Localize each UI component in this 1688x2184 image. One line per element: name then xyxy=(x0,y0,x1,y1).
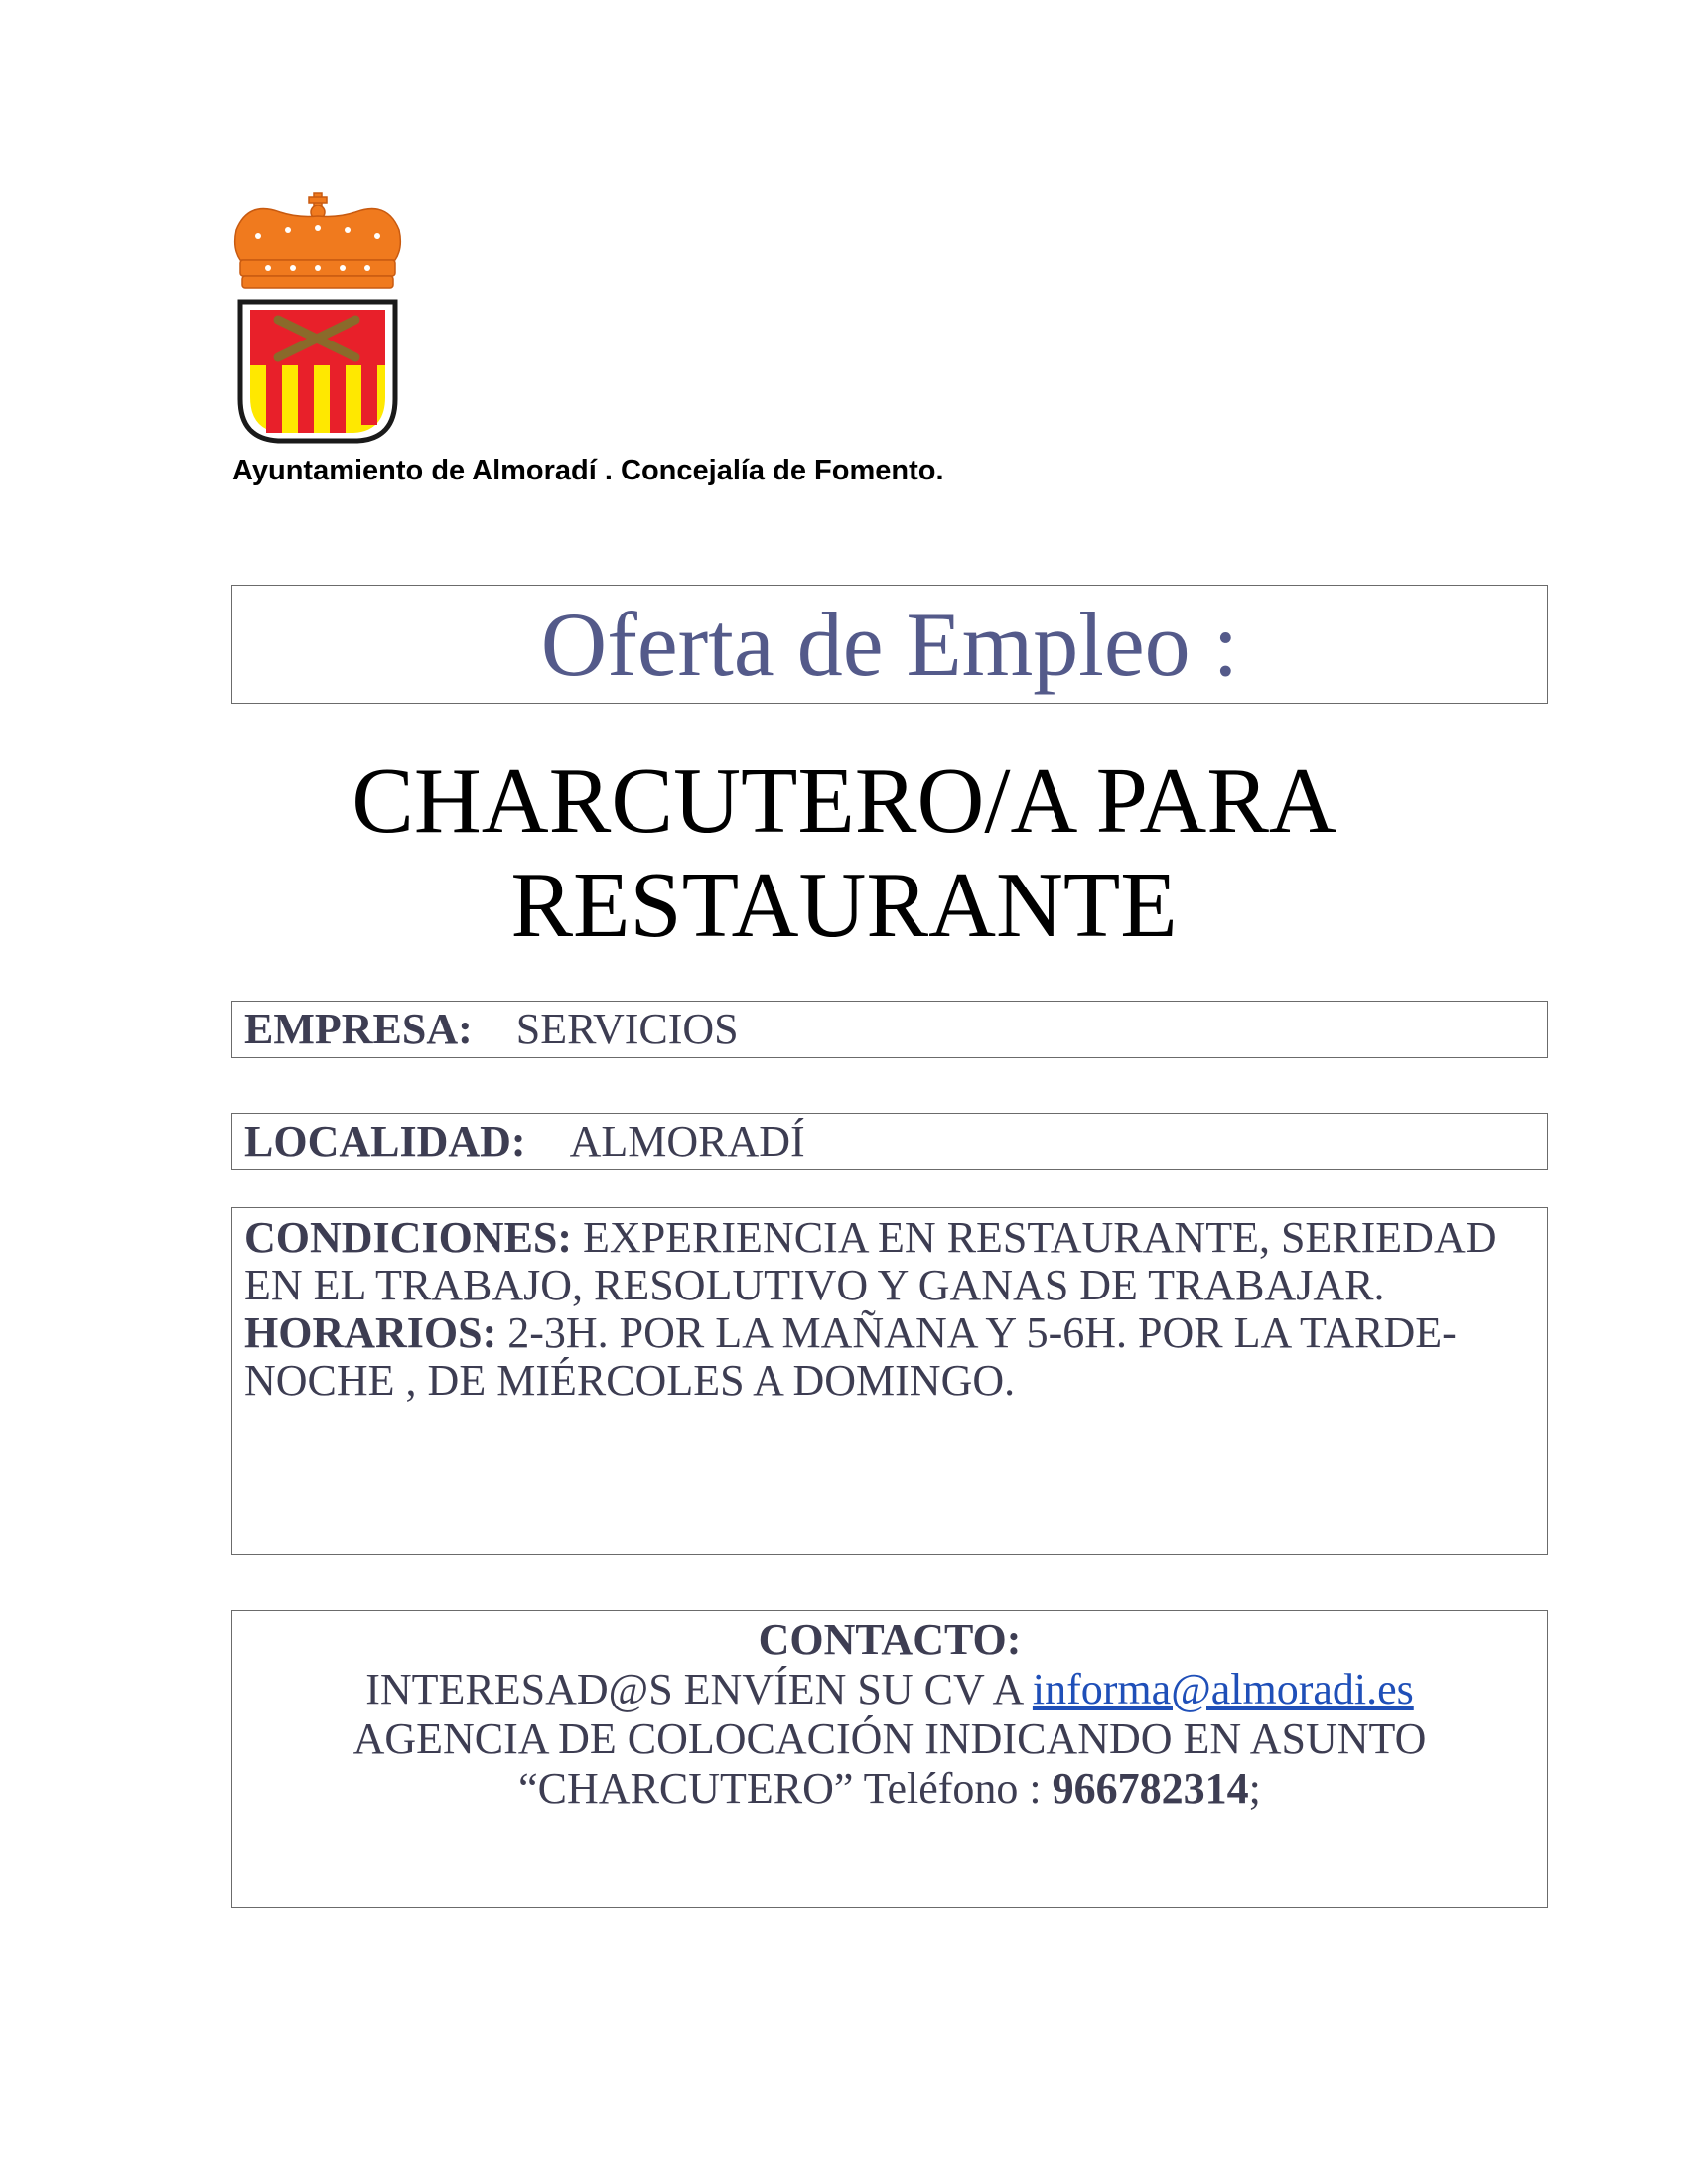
email-link[interactable]: informa@almoradi.es xyxy=(1032,1665,1414,1713)
conditions-box xyxy=(231,1207,1548,1555)
schedule-paragraph xyxy=(244,1309,1535,1405)
empresa-value: SERVICIOS xyxy=(515,1005,739,1053)
contact-line-3-text: “CHARCUTERO” Teléfono : xyxy=(518,1764,1042,1813)
conditions-paragraph xyxy=(244,1214,1535,1309)
contact-title: CONTACTO: xyxy=(758,1615,1022,1664)
coat-of-arms-icon xyxy=(228,191,407,447)
contact-line-3 xyxy=(232,1764,1547,1814)
contact-box xyxy=(231,1610,1548,1908)
job-title xyxy=(228,750,1460,958)
offer-title: Oferta de Empleo : xyxy=(540,594,1239,695)
conditions-label: CONDICIONES: xyxy=(244,1213,573,1262)
empresa-box xyxy=(231,1001,1548,1058)
schedule-text: 2-3H. POR LA MAÑANA Y 5-6H. POR LA TARDE-NOCHE , DE MIÉRCOLES A DOMINGO. xyxy=(244,1308,1457,1405)
shield-icon xyxy=(240,302,395,441)
localidad-value: ALMORADÍ xyxy=(569,1117,805,1165)
localidad-label: LOCALIDAD: xyxy=(244,1117,526,1165)
phone-number: 966782314 xyxy=(1052,1764,1249,1813)
offer-title-box xyxy=(231,585,1548,704)
conditions-text: EXPERIENCIA EN RESTAURANTE, SERIEDAD EN EL TRABAJO, RESOLUTIVO Y GANAS DE TRABAJAR. xyxy=(244,1213,1497,1309)
schedule-label: HORARIOS: xyxy=(244,1308,497,1357)
job-title-line-2: RESTAURANTE xyxy=(510,854,1178,957)
contact-line-1 xyxy=(232,1665,1547,1714)
phone-suffix: ; xyxy=(1248,1764,1261,1813)
localidad-box xyxy=(231,1113,1548,1170)
contact-line-2: AGENCIA DE COLOCACIÓN INDICANDO EN ASUNTO xyxy=(352,1714,1427,1763)
job-title-line-1: CHARCUTERO/A PARA xyxy=(352,750,1336,853)
crown-icon xyxy=(235,193,401,288)
organization-line: Ayuntamiento de Almoradí . Concejalía de Fomento. xyxy=(232,455,944,486)
empresa-label: EMPRESA: xyxy=(244,1005,473,1053)
contact-line-1-text: INTERESAD@S ENVÍEN SU CV A xyxy=(365,1665,1022,1713)
